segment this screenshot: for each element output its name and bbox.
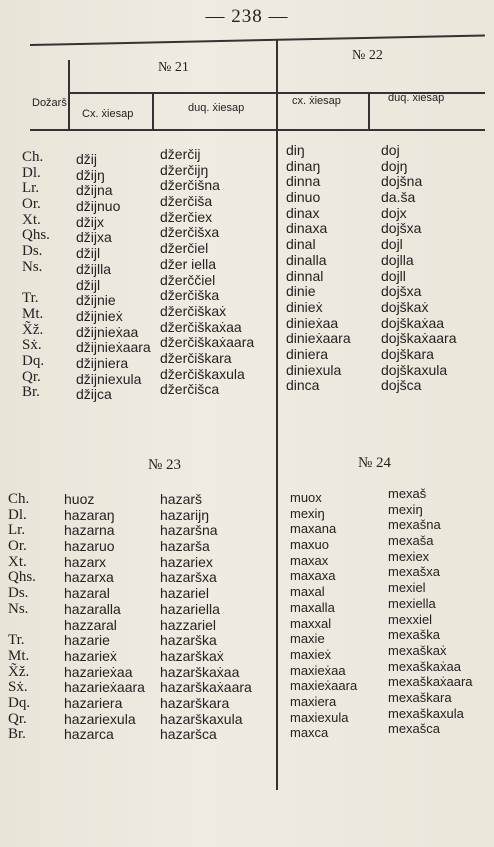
table-cell: maxal xyxy=(290,584,325,600)
row-label: Ns. xyxy=(22,258,43,275)
table-cell: džij xyxy=(76,151,98,167)
table-cell: muox xyxy=(290,490,322,505)
row-label: Mt. xyxy=(22,305,44,322)
table-cell: džijna xyxy=(76,182,113,199)
table-cell: džijnieẋ xyxy=(76,307,123,324)
table-cell: hazarca xyxy=(64,726,114,743)
table-cell: maxieẋ xyxy=(290,646,332,662)
table-cell: hazzariel xyxy=(160,616,217,633)
vrule-main-divider xyxy=(276,40,278,790)
table-cell: maxana xyxy=(290,521,337,537)
table-cell: hazarša xyxy=(160,538,210,555)
table-cell: da.ša xyxy=(381,189,416,206)
table-cell: džijnieẋaara xyxy=(76,339,151,356)
table-cell: džer iella xyxy=(160,255,217,272)
vrule-label-left xyxy=(68,60,70,130)
vrule-sub-22 xyxy=(368,92,370,129)
section-23-title: № 23 xyxy=(148,457,182,473)
table-cell: mexxiel xyxy=(388,611,433,627)
table-cell: hazarškaẋ xyxy=(160,647,224,664)
table-cell: mexaškaxula xyxy=(388,705,464,721)
section2-col-d xyxy=(388,486,473,737)
row-label xyxy=(22,276,50,292)
table-cell: mexaška xyxy=(388,627,441,643)
table-cell: maxieẋaara xyxy=(290,678,358,694)
row-label: Lr. xyxy=(8,522,26,539)
table-cell: džijnieẋaa xyxy=(76,323,139,340)
row-label: Tr. xyxy=(22,290,39,307)
table-cell: hazarškaẋaara xyxy=(160,679,252,696)
table-cell: hazarškaxula xyxy=(160,710,243,727)
table-cell: džijl xyxy=(76,245,101,262)
vrule-sub-21 xyxy=(152,92,154,129)
row-label: Ns. xyxy=(8,600,29,617)
table-cell: dinalla xyxy=(286,251,327,268)
table-cell: dinie xyxy=(286,283,316,300)
section1-col-d xyxy=(381,143,457,394)
row-label: Br. xyxy=(22,384,40,401)
table-cell: dinaŋ xyxy=(286,157,321,174)
table-cell: hazaršna xyxy=(160,522,218,539)
section2-row-labels xyxy=(8,492,36,743)
row-label: Dl. xyxy=(8,506,27,523)
table-cell: mexiŋ xyxy=(290,505,325,521)
row-label: Br. xyxy=(8,726,26,743)
row-label: Sẋ. xyxy=(22,337,42,354)
table-cell: dinnal xyxy=(286,267,324,284)
section2-col-a xyxy=(64,492,145,743)
table-cell: mexašca xyxy=(388,721,441,737)
table-cell: dojšna xyxy=(381,173,423,190)
table-cell: hazarieẋ xyxy=(64,647,117,664)
table-cell: mexaškaẋ xyxy=(388,642,447,658)
row-label: Or. xyxy=(22,196,41,213)
row-label: Qhs. xyxy=(8,569,36,586)
header-bottom-rule xyxy=(30,129,485,131)
section2-col-b xyxy=(160,492,252,743)
table-cell: dojl xyxy=(381,236,403,253)
table-cell: hazaralla xyxy=(64,600,121,617)
table-cell: hazarna xyxy=(64,522,115,539)
table-cell: hazariera xyxy=(64,694,123,711)
table-cell: hazarškaẋaa xyxy=(160,663,240,680)
table-cell: huoz xyxy=(64,491,95,507)
table-cell: hazariex xyxy=(160,553,213,570)
row-label: Or. xyxy=(8,538,27,555)
section1-col-c xyxy=(286,143,351,394)
table-cell: maxiera xyxy=(290,693,337,709)
row-label: Lr. xyxy=(22,180,40,197)
table-cell: hazarieẋaara xyxy=(64,679,145,696)
table-cell: mexašna xyxy=(388,517,441,533)
table-cell: dinieẋaara xyxy=(286,330,351,347)
table-cell: mexaškara xyxy=(388,689,452,705)
table-cell: hazarijŋ xyxy=(160,506,210,523)
table-cell: diniera xyxy=(286,345,329,362)
table-cell: džerčišna xyxy=(160,177,220,194)
table-cell: doj xyxy=(381,142,400,158)
row-label: Dl. xyxy=(22,164,41,181)
section-24-title: № 24 xyxy=(358,455,392,471)
corner-label: Dožarš xyxy=(32,97,67,109)
table-cell: mexašxa xyxy=(388,564,441,580)
table-cell: mexaš xyxy=(388,486,427,501)
table-cell: dojškaxula xyxy=(381,361,448,378)
table-cell: hazaraŋ xyxy=(64,506,115,523)
table-cell: džerčiex xyxy=(160,208,213,225)
table-cell: džerčiškaẋaa xyxy=(160,318,242,335)
table-cell: džijnuo xyxy=(76,198,121,215)
table-cell: hazariel xyxy=(160,585,210,602)
table-cell: mexiel xyxy=(388,580,426,596)
table-cell: džijniera xyxy=(76,354,129,371)
section1-row-labels xyxy=(22,150,50,401)
row-label: Qhs. xyxy=(22,227,50,244)
table-cell: dinax xyxy=(286,204,320,221)
table-cell: džerčiška xyxy=(160,287,220,304)
table-cell: džerčijŋ xyxy=(160,161,209,178)
table-cell: dojškaẋaara xyxy=(381,330,457,347)
table-cell: dinca xyxy=(286,377,320,394)
table-cell: hazarieẋaa xyxy=(64,663,133,680)
table-cell: hazzaral xyxy=(64,616,117,633)
group-21-sub1: Cx. ẋiesap xyxy=(82,108,134,120)
table-cell: dojškaẋ xyxy=(381,298,429,315)
group-22-sub2: duq. ẋiesap xyxy=(388,92,445,104)
table-cell: hazarxa xyxy=(64,569,114,586)
table-cell: džerčišca xyxy=(160,381,220,398)
table-cell: džijniexula xyxy=(76,370,142,387)
table-cell: hazarška xyxy=(160,632,217,649)
row-label: Ds. xyxy=(8,585,29,602)
row-label xyxy=(8,618,36,634)
table-cell: maxax xyxy=(290,552,329,568)
table-cell: mexiex xyxy=(388,548,430,564)
table-cell: maxca xyxy=(290,725,329,741)
table-cell: dojškara xyxy=(381,345,434,362)
table-cell: mexaškaẋaa xyxy=(388,658,461,674)
table-cell: džerčiškara xyxy=(160,349,232,366)
table-cell: džerčiša xyxy=(160,193,213,210)
table-cell: mexiella xyxy=(388,595,436,611)
table-cell: dinna xyxy=(286,173,321,190)
table-cell: maxxal xyxy=(290,615,332,631)
section2-col-c xyxy=(290,490,357,741)
table-cell: dojlla xyxy=(381,251,414,268)
table-cell: hazarx xyxy=(64,553,107,570)
table-cell: džijx xyxy=(76,213,105,230)
header-top-rule xyxy=(30,34,485,45)
table-cell: džerčiškaxula xyxy=(160,365,245,382)
table-cell: džijŋ xyxy=(76,166,105,183)
table-cell: dojškaẋaa xyxy=(381,314,445,331)
table-cell: dinieẋaa xyxy=(286,314,339,331)
table-cell: dinuo xyxy=(286,189,321,206)
table-cell: hazariella xyxy=(160,600,220,617)
table-cell: džerčij xyxy=(160,146,201,162)
table-cell: hazarš xyxy=(160,491,203,507)
table-cell: mexiŋ xyxy=(388,501,423,517)
section1-col-b xyxy=(160,147,254,398)
table-cell: dojx xyxy=(381,204,407,221)
table-cell: dojšxa xyxy=(381,220,422,237)
section1-col-a xyxy=(76,152,151,403)
table-cell: džerčišxa xyxy=(160,224,220,241)
table-cell: džijxa xyxy=(76,229,112,246)
table-cell: džerčiškaẋ xyxy=(160,302,227,319)
group-22-sub1: cx. ẋiesap xyxy=(292,95,341,107)
table-cell: džijl xyxy=(76,276,101,293)
row-label: Qr. xyxy=(8,710,27,727)
row-label: Dq. xyxy=(8,694,31,711)
row-label: Qr. xyxy=(22,368,41,385)
table-cell: hazaruo xyxy=(64,538,115,555)
group-21-title: № 21 xyxy=(158,60,189,75)
row-label: Xt. xyxy=(22,211,41,228)
table-cell: dojšxa xyxy=(381,283,422,300)
table-cell: džerčiel xyxy=(160,240,209,257)
table-cell: džijca xyxy=(76,386,112,403)
table-cell: hazarie xyxy=(64,632,110,649)
table-cell: mexaša xyxy=(388,533,434,549)
table-cell: džerčiškaẋaara xyxy=(160,334,255,351)
row-label: Tr. xyxy=(8,632,25,649)
table-cell: mexaškaẋaara xyxy=(388,674,473,690)
row-label: Ch. xyxy=(22,149,44,165)
table-cell: maxaxa xyxy=(290,568,336,584)
table-cell: hazarškara xyxy=(160,694,230,711)
row-label: X̃ž. xyxy=(22,321,44,338)
table-cell: maxiexula xyxy=(290,709,349,725)
row-label: Xt. xyxy=(8,553,27,570)
table-cell: diniexula xyxy=(286,361,342,378)
row-label: X̃ž. xyxy=(8,663,30,680)
table-cell: hazariexula xyxy=(64,710,136,727)
table-cell: maxuo xyxy=(290,537,330,553)
row-label: Ch. xyxy=(8,491,30,507)
table-cell: dinaxa xyxy=(286,220,328,237)
table-cell: dojll xyxy=(381,267,406,284)
table-cell: hazaršxa xyxy=(160,569,217,586)
group-22-title: № 22 xyxy=(352,48,383,63)
table-cell: dojŋ xyxy=(381,157,408,174)
table-cell: dojšca xyxy=(381,377,422,394)
table-cell: džijlla xyxy=(76,260,112,277)
table-cell: maxieẋaa xyxy=(290,662,346,678)
row-label: Ds. xyxy=(22,243,43,260)
row-label: Dq. xyxy=(22,352,45,369)
table-cell: diŋ xyxy=(286,142,305,158)
table-cell: džerččiel xyxy=(160,271,216,288)
table-cell: hazaršca xyxy=(160,726,217,743)
page-number: — 238 — xyxy=(205,6,289,27)
table-cell: maxalla xyxy=(290,599,335,615)
table-cell: dinal xyxy=(286,236,316,253)
group-21-sub2: duq. ẋiesap xyxy=(188,102,245,114)
row-label: Sẋ. xyxy=(8,679,28,696)
table-cell: dinieẋ xyxy=(286,298,323,315)
table-cell: maxie xyxy=(290,631,325,647)
row-label: Mt. xyxy=(8,647,30,664)
table-cell: hazaral xyxy=(64,585,110,602)
table-cell: džijnie xyxy=(76,292,116,309)
